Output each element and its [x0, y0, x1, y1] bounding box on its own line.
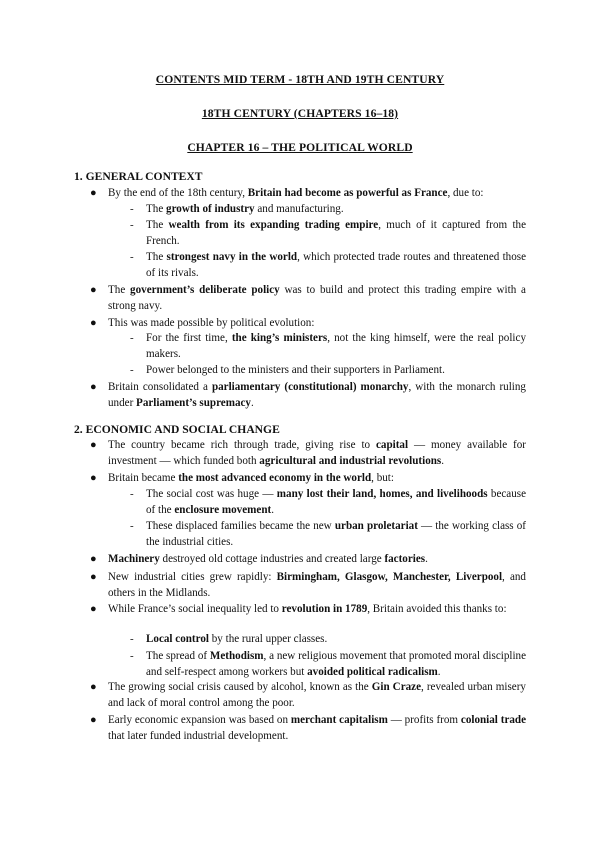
text-run: The growing social crisis caused by alcohol, known as the	[108, 681, 372, 693]
text-run: — profits from	[387, 714, 461, 726]
text-run: .	[437, 666, 441, 678]
bold-text: avoided political radicalism	[307, 666, 438, 678]
bold-text: factories	[384, 553, 426, 565]
sub-list-item	[146, 330, 526, 362]
text-run: , a new religious movement that promoted moral discipline and self-respect among workers but	[146, 650, 527, 678]
list-item	[108, 551, 526, 567]
sub-list-item	[146, 518, 526, 550]
text-run: .	[250, 397, 254, 409]
bold-text: revolution in 1789	[281, 603, 368, 615]
text-run: Power belonged to the ministers and their supporters in Parliament.	[146, 364, 445, 376]
section-heading: 1. GENERAL CONTEXT	[74, 170, 203, 183]
dash-marker: -	[130, 633, 134, 645]
text-run: , much of it captured from the French.	[146, 219, 526, 247]
text-run: , not the king himself, were the real policy makers.	[146, 332, 526, 360]
text-run: Early economic expansion was based on	[108, 714, 291, 726]
list-item	[108, 712, 526, 744]
list-item	[108, 379, 526, 411]
bullet-marker: ●	[90, 681, 97, 693]
bold-text: Local control	[146, 633, 209, 645]
sub-list-item	[146, 362, 526, 378]
bold-text: the king’s ministers	[231, 332, 328, 344]
bold-text: agricultural and industrial revolutions	[259, 455, 442, 467]
document-title: CONTENTS MID TERM - 18TH AND 19TH CENTURY	[155, 73, 445, 86]
sub-list-item	[146, 249, 526, 281]
list-item	[108, 185, 526, 201]
bold-text: urban proletariat	[334, 520, 418, 532]
bullet-marker: ●	[90, 317, 97, 329]
bullet-marker: ●	[90, 603, 97, 615]
text-run: that later funded industrial development.	[108, 730, 289, 742]
bold-text: the most advanced economy in the world	[178, 472, 372, 484]
text-run: While France’s social inequality led to	[108, 603, 282, 615]
century-title: 18TH CENTURY (CHAPTERS 16–18)	[201, 107, 399, 120]
bold-text: colonial trade	[460, 714, 527, 726]
sub-list-item	[146, 648, 526, 680]
text-run: The	[108, 284, 131, 296]
bullet-marker: ●	[90, 187, 97, 199]
text-run: .	[441, 455, 445, 467]
text-run: , Britain avoided this thanks to:	[367, 603, 507, 615]
sub-list-item	[146, 486, 526, 518]
text-run: This was made possible by political evolution:	[108, 317, 315, 329]
dash-marker: -	[130, 650, 134, 662]
text-run: , with the monarch ruling under	[108, 381, 526, 409]
text-run: , which protected trade routes and threatened those of its rivals.	[146, 251, 526, 279]
text-run: The country became rich through trade, giving rise to	[108, 439, 376, 451]
list-item	[108, 315, 526, 331]
list-item	[108, 601, 526, 617]
text-run: Britain became	[108, 472, 179, 484]
sub-list-item	[146, 631, 526, 647]
bullet-marker: ●	[90, 714, 97, 726]
list-item	[108, 569, 526, 601]
bold-text: Parliament’s supremacy	[136, 397, 251, 409]
list-item	[108, 282, 526, 314]
text-run: destroyed old cottage industries and created large	[159, 553, 385, 565]
bold-text: merchant capitalism	[290, 714, 388, 726]
bold-text: strongest navy in the world	[166, 251, 298, 263]
bold-text: Machinery	[108, 553, 160, 565]
text-run: by the rural upper classes.	[208, 633, 328, 645]
list-item	[108, 437, 526, 469]
text-run: New industrial cities grew rapidly:	[108, 571, 277, 583]
bold-text: Birmingham, Glasgow, Manchester, Liverpool	[276, 571, 503, 583]
bold-text: parliamentary (constitutional) monarchy	[211, 381, 409, 393]
bold-text: many lost their land, homes, and livelihoods	[276, 488, 488, 500]
text-run: The	[146, 219, 169, 231]
text-run: For the first time,	[146, 332, 232, 344]
bullet-marker: ●	[90, 381, 97, 393]
dash-marker: -	[130, 332, 134, 344]
sub-list-item	[146, 217, 526, 249]
text-run: The	[146, 203, 167, 215]
text-run: By the end of the 18th century,	[108, 187, 248, 199]
list-item	[108, 470, 526, 486]
dash-marker: -	[130, 520, 134, 532]
bold-text: Britain had become as powerful as France	[247, 187, 448, 199]
bullet-marker: ●	[90, 553, 97, 565]
dash-marker: -	[130, 364, 134, 376]
bold-text: government’s deliberate policy	[130, 284, 280, 296]
text-run: — the working class of the industrial cities.	[146, 520, 527, 548]
text-run: These displaced families became the new	[146, 520, 335, 532]
bold-text: Gin Craze	[371, 681, 422, 693]
text-run: , and others in the Midlands.	[108, 571, 526, 599]
text-run: The spread of	[146, 650, 210, 662]
text-run: .	[425, 553, 428, 565]
text-run: , revealed urban misery and lack of moral control among the poor.	[108, 681, 526, 709]
bullet-marker: ●	[90, 472, 97, 484]
text-run: , due to:	[447, 187, 484, 199]
bullet-marker: ●	[90, 439, 97, 451]
dash-marker: -	[130, 251, 134, 263]
bold-text: Methodism	[209, 650, 264, 662]
sub-list-item	[146, 201, 526, 217]
dash-marker: -	[130, 488, 134, 500]
bold-text: enclosure movement	[174, 504, 272, 516]
list-item	[108, 679, 526, 711]
dash-marker: -	[130, 219, 134, 231]
chapter-title: CHAPTER 16 – THE POLITICAL WORLD	[187, 141, 413, 154]
text-run: was to build and protect this trading empire with a strong navy.	[108, 284, 526, 312]
bold-text: wealth from its expanding trading empire	[168, 219, 379, 231]
text-run: .	[271, 504, 274, 516]
section-heading: 2. ECONOMIC AND SOCIAL CHANGE	[74, 423, 280, 436]
bullet-marker: ●	[90, 284, 97, 296]
text-run: Britain consolidated a	[108, 381, 212, 393]
bold-text: growth of industry	[166, 203, 255, 215]
bullet-marker: ●	[90, 571, 97, 583]
text-run: The social cost was huge —	[146, 488, 277, 500]
text-run: , but:	[371, 472, 394, 484]
text-run: The	[146, 251, 167, 263]
text-run: — money available for investment — which funded both	[108, 439, 526, 467]
bold-text: capital	[376, 439, 409, 451]
text-run: and manufacturing.	[254, 203, 344, 215]
dash-marker: -	[130, 203, 134, 215]
text-run: because of the	[146, 488, 526, 516]
